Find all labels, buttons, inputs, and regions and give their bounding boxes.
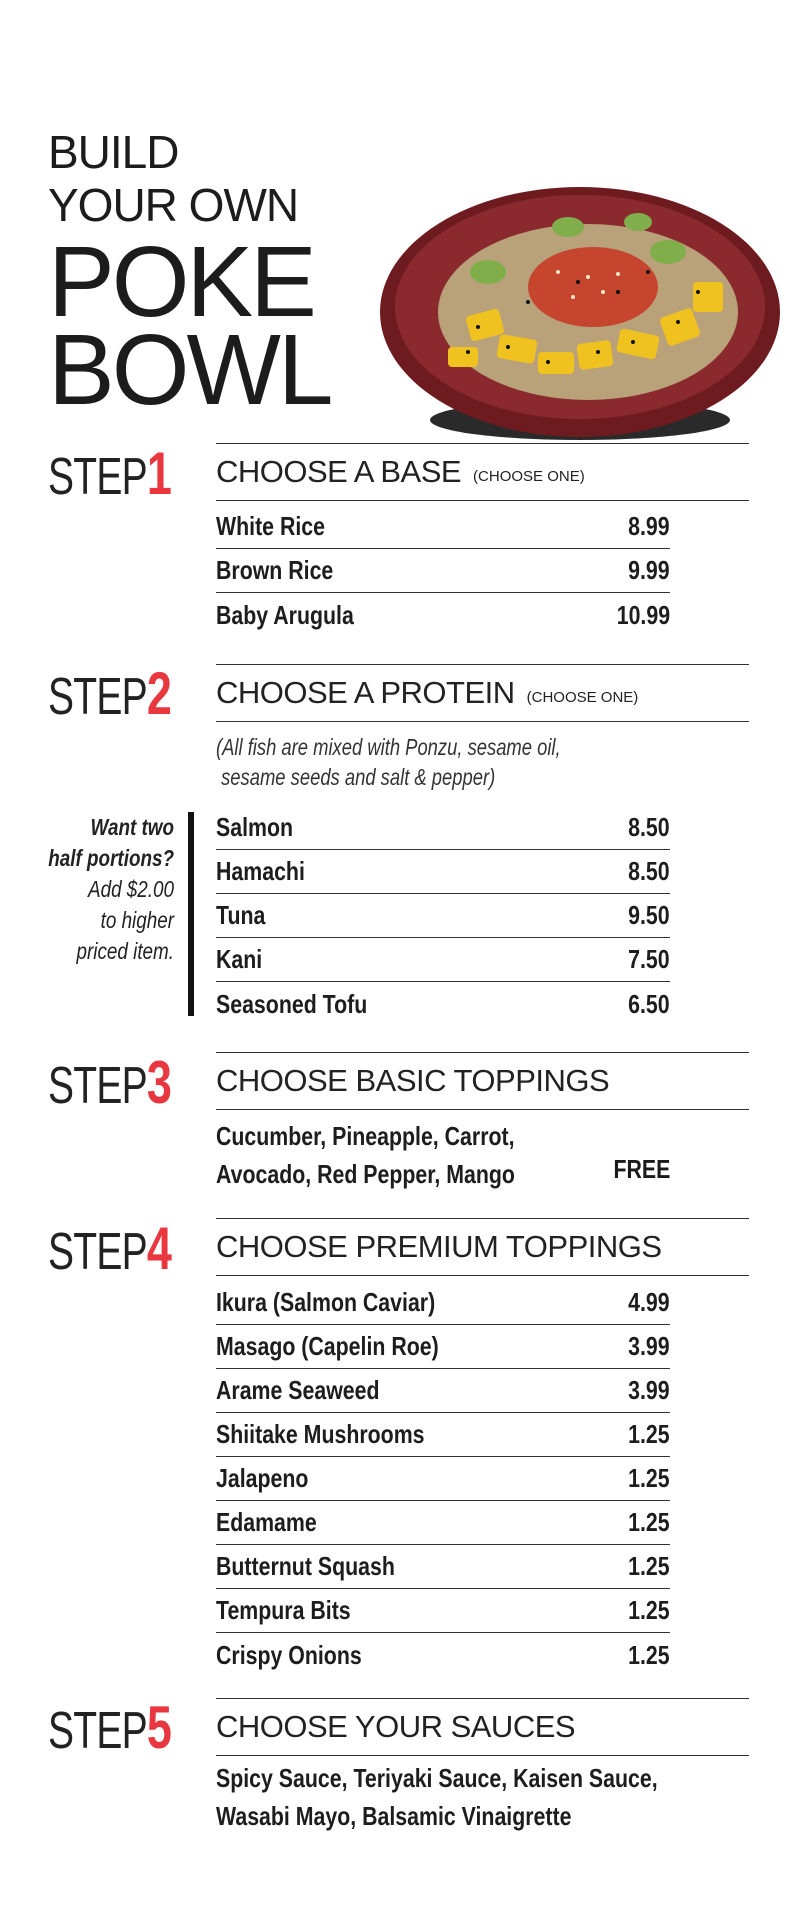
menu-item: Crispy Onions 1.25 <box>216 1639 670 1670</box>
step-number: 2 <box>146 660 172 727</box>
menu-item: Butternut Squash 1.25 <box>216 1545 670 1589</box>
step-1-heading <box>216 443 749 501</box>
menu-item: Baby Arugula 10.99 <box>216 599 670 630</box>
step-subheading: (CHOOSE ONE) <box>473 467 585 485</box>
poke-bowl-illustration <box>378 162 791 462</box>
step-3-heading <box>216 1052 749 1110</box>
title-line-poke: POKE <box>48 226 314 338</box>
step-word: STEP <box>48 1702 147 1760</box>
menu-item: Brown Rice 9.99 <box>216 549 670 593</box>
step-2-heading <box>216 664 749 722</box>
menu-item: Jalapeno 1.25 <box>216 1457 670 1501</box>
step-word: STEP <box>48 1223 147 1281</box>
step-heading-text: CHOOSE PREMIUM TOPPINGS <box>216 1229 662 1264</box>
side-note-divider <box>188 812 194 1016</box>
step-subheading: (CHOOSE ONE) <box>526 688 639 706</box>
step-number: 5 <box>146 1694 172 1761</box>
step-word: STEP <box>48 1057 147 1115</box>
menu-item: Salmon 8.50 <box>216 806 670 850</box>
half-portion-note: Want two half portions? Add $2.00 to higher priced item. <box>48 814 175 964</box>
premium-toppings-options <box>216 1281 670 1677</box>
title-line-bowl: BOWL <box>48 314 331 426</box>
title-line-build: BUILD <box>48 126 179 178</box>
protein-note: (All fish are mixed with Ponzu, sesame oil, sesame seeds and salt & pepper) <box>216 734 561 790</box>
protein-options <box>216 806 670 1026</box>
step-heading-text: CHOOSE A PROTEIN <box>216 675 515 710</box>
menu-item: Tuna 9.50 <box>216 894 670 938</box>
basic-toppings-price: FREE <box>613 1154 670 1184</box>
step-5-label <box>48 1694 172 1761</box>
menu-item: Kani 7.50 <box>216 938 670 982</box>
title-line-your-own: YOUR OWN <box>48 179 299 231</box>
base-options <box>216 505 670 637</box>
step-1-label <box>48 440 172 507</box>
basic-toppings-list: Cucumber, Pineapple, Carrot, Avocado, Red Pepper, Mango <box>216 1121 515 1189</box>
step-heading-text: CHOOSE BASIC TOPPINGS <box>216 1063 610 1098</box>
step-5-heading <box>216 1698 749 1756</box>
step-word: STEP <box>48 448 147 506</box>
menu-item: Hamachi 8.50 <box>216 850 670 894</box>
step-number: 1 <box>146 440 172 507</box>
step-2-label <box>48 660 172 727</box>
menu-item: Masago (Capelin Roe) 3.99 <box>216 1325 670 1369</box>
step-3-label <box>48 1049 172 1116</box>
step-heading-text: CHOOSE YOUR SAUCES <box>216 1709 576 1744</box>
menu-item: Seasoned Tofu 6.50 <box>216 988 670 1019</box>
step-heading-text: CHOOSE A BASE <box>216 454 462 489</box>
step-4-label <box>48 1215 172 1282</box>
step-number: 3 <box>146 1049 172 1116</box>
menu-item: Edamame 1.25 <box>216 1501 670 1545</box>
menu-item: White Rice 8.99 <box>216 505 670 549</box>
menu-item: Ikura (Salmon Caviar) 4.99 <box>216 1281 670 1325</box>
menu-item: Arame Seaweed 3.99 <box>216 1369 670 1413</box>
step-number: 4 <box>146 1215 172 1282</box>
sauces-list: Spicy Sauce, Teriyaki Sauce, Kaisen Sauce, Wasabi Mayo, Balsamic Vinaigrette <box>216 1763 658 1831</box>
step-word: STEP <box>48 668 147 726</box>
menu-item: Shiitake Mushrooms 1.25 <box>216 1413 670 1457</box>
step-4-heading <box>216 1218 749 1276</box>
menu-item: Tempura Bits 1.25 <box>216 1589 670 1633</box>
menu-title <box>48 126 331 426</box>
